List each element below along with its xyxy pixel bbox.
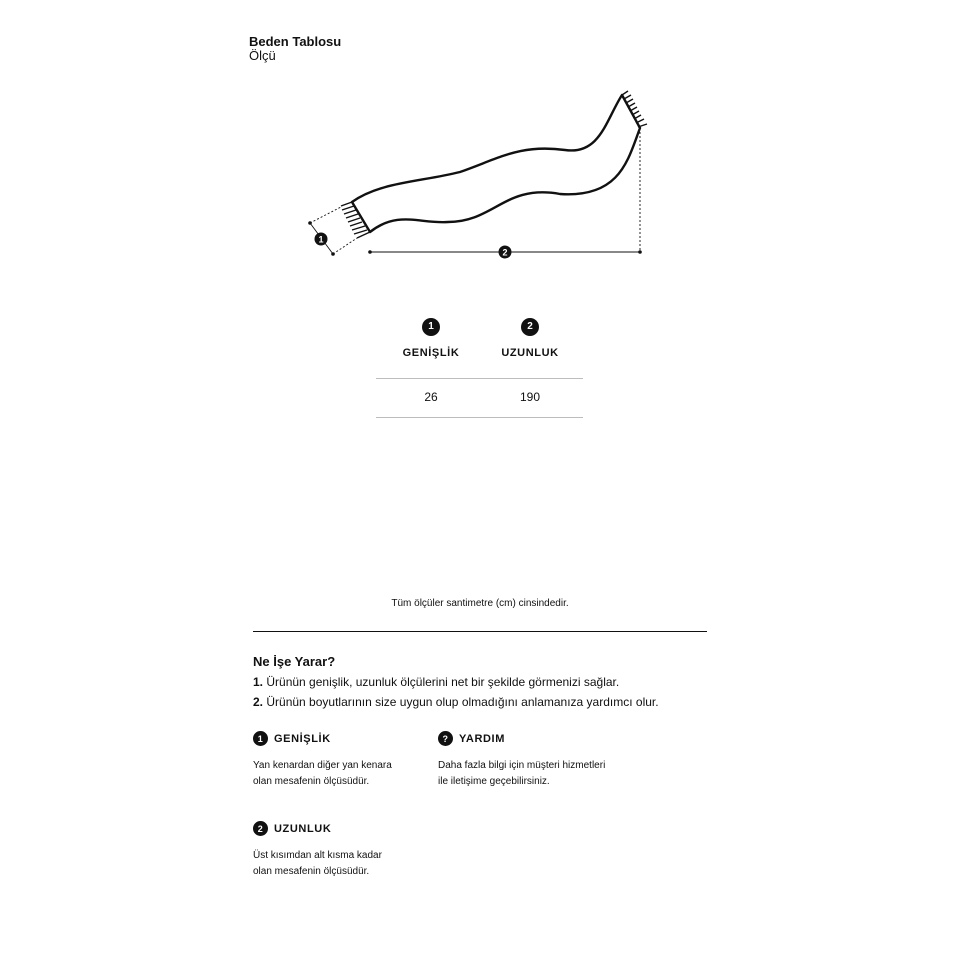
length-info-line-1: Üst kısımdan alt kısma kadar [253,850,382,861]
length-badge: 2 [521,318,539,336]
width-info-line-2: olan mesafenin ölçüsüdür. [253,776,370,787]
right-fringe [622,91,647,127]
header-subtitle: Ölçü [249,48,276,63]
length-info-title: UZUNLUK [274,822,332,835]
length-measure [370,128,640,252]
usage-point-1-text: Ürünün genişlik, uzunluk ölçülerini net bir şekilde görmenizi sağlar. [266,675,620,689]
length-header: UZUNLUK [501,347,559,359]
help-info-title: YARDIM [459,732,505,745]
help-info-line-1: Daha fazla bilgi için müşteri hizmetleri [438,760,606,771]
units-note: Tüm ölçüler santimetre (cm) cinsindedir. [391,598,569,609]
length-value: 190 [519,390,541,404]
width-info-line-1: Yan kenardan diğer yan kenara [253,760,392,771]
usage-title: Ne İşe Yarar? [253,654,336,669]
scarf-diagram [0,0,960,300]
usage-point-1 [253,675,619,689]
length-info-line-2: olan mesafenin ölçüsüdür. [253,866,370,877]
table-rule-bottom [376,417,583,418]
width-info-title: GENİŞLİK [274,732,331,745]
width-marker-label: 1 [318,234,324,245]
width-header: GENİŞLİK [402,347,460,359]
length-info [253,821,453,880]
section-divider [253,631,707,632]
width-info-badge: 1 [253,731,268,746]
width-value: 26 [424,390,438,404]
length-marker-label: 2 [502,247,508,258]
usage-point-2-text: Ürünün boyutlarının size uygun olup olmadığını anlamanıza yardımcı olur. [266,695,659,709]
width-badge: 1 [422,318,440,336]
width-measure [310,207,357,254]
table-rule-top [376,378,583,379]
usage-point-2 [253,695,659,709]
help-icon: ? [438,731,453,746]
length-info-badge: 2 [253,821,268,836]
usage-point-1-number: 1. [253,675,264,689]
scarf-outline [352,95,640,232]
usage-point-2-number: 2. [253,695,264,709]
header-title: Beden Tablosu [249,34,342,49]
width-info [253,731,453,790]
help-info [438,731,638,790]
help-info-line-2: ile iletişime geçebilirsiniz. [438,776,550,787]
